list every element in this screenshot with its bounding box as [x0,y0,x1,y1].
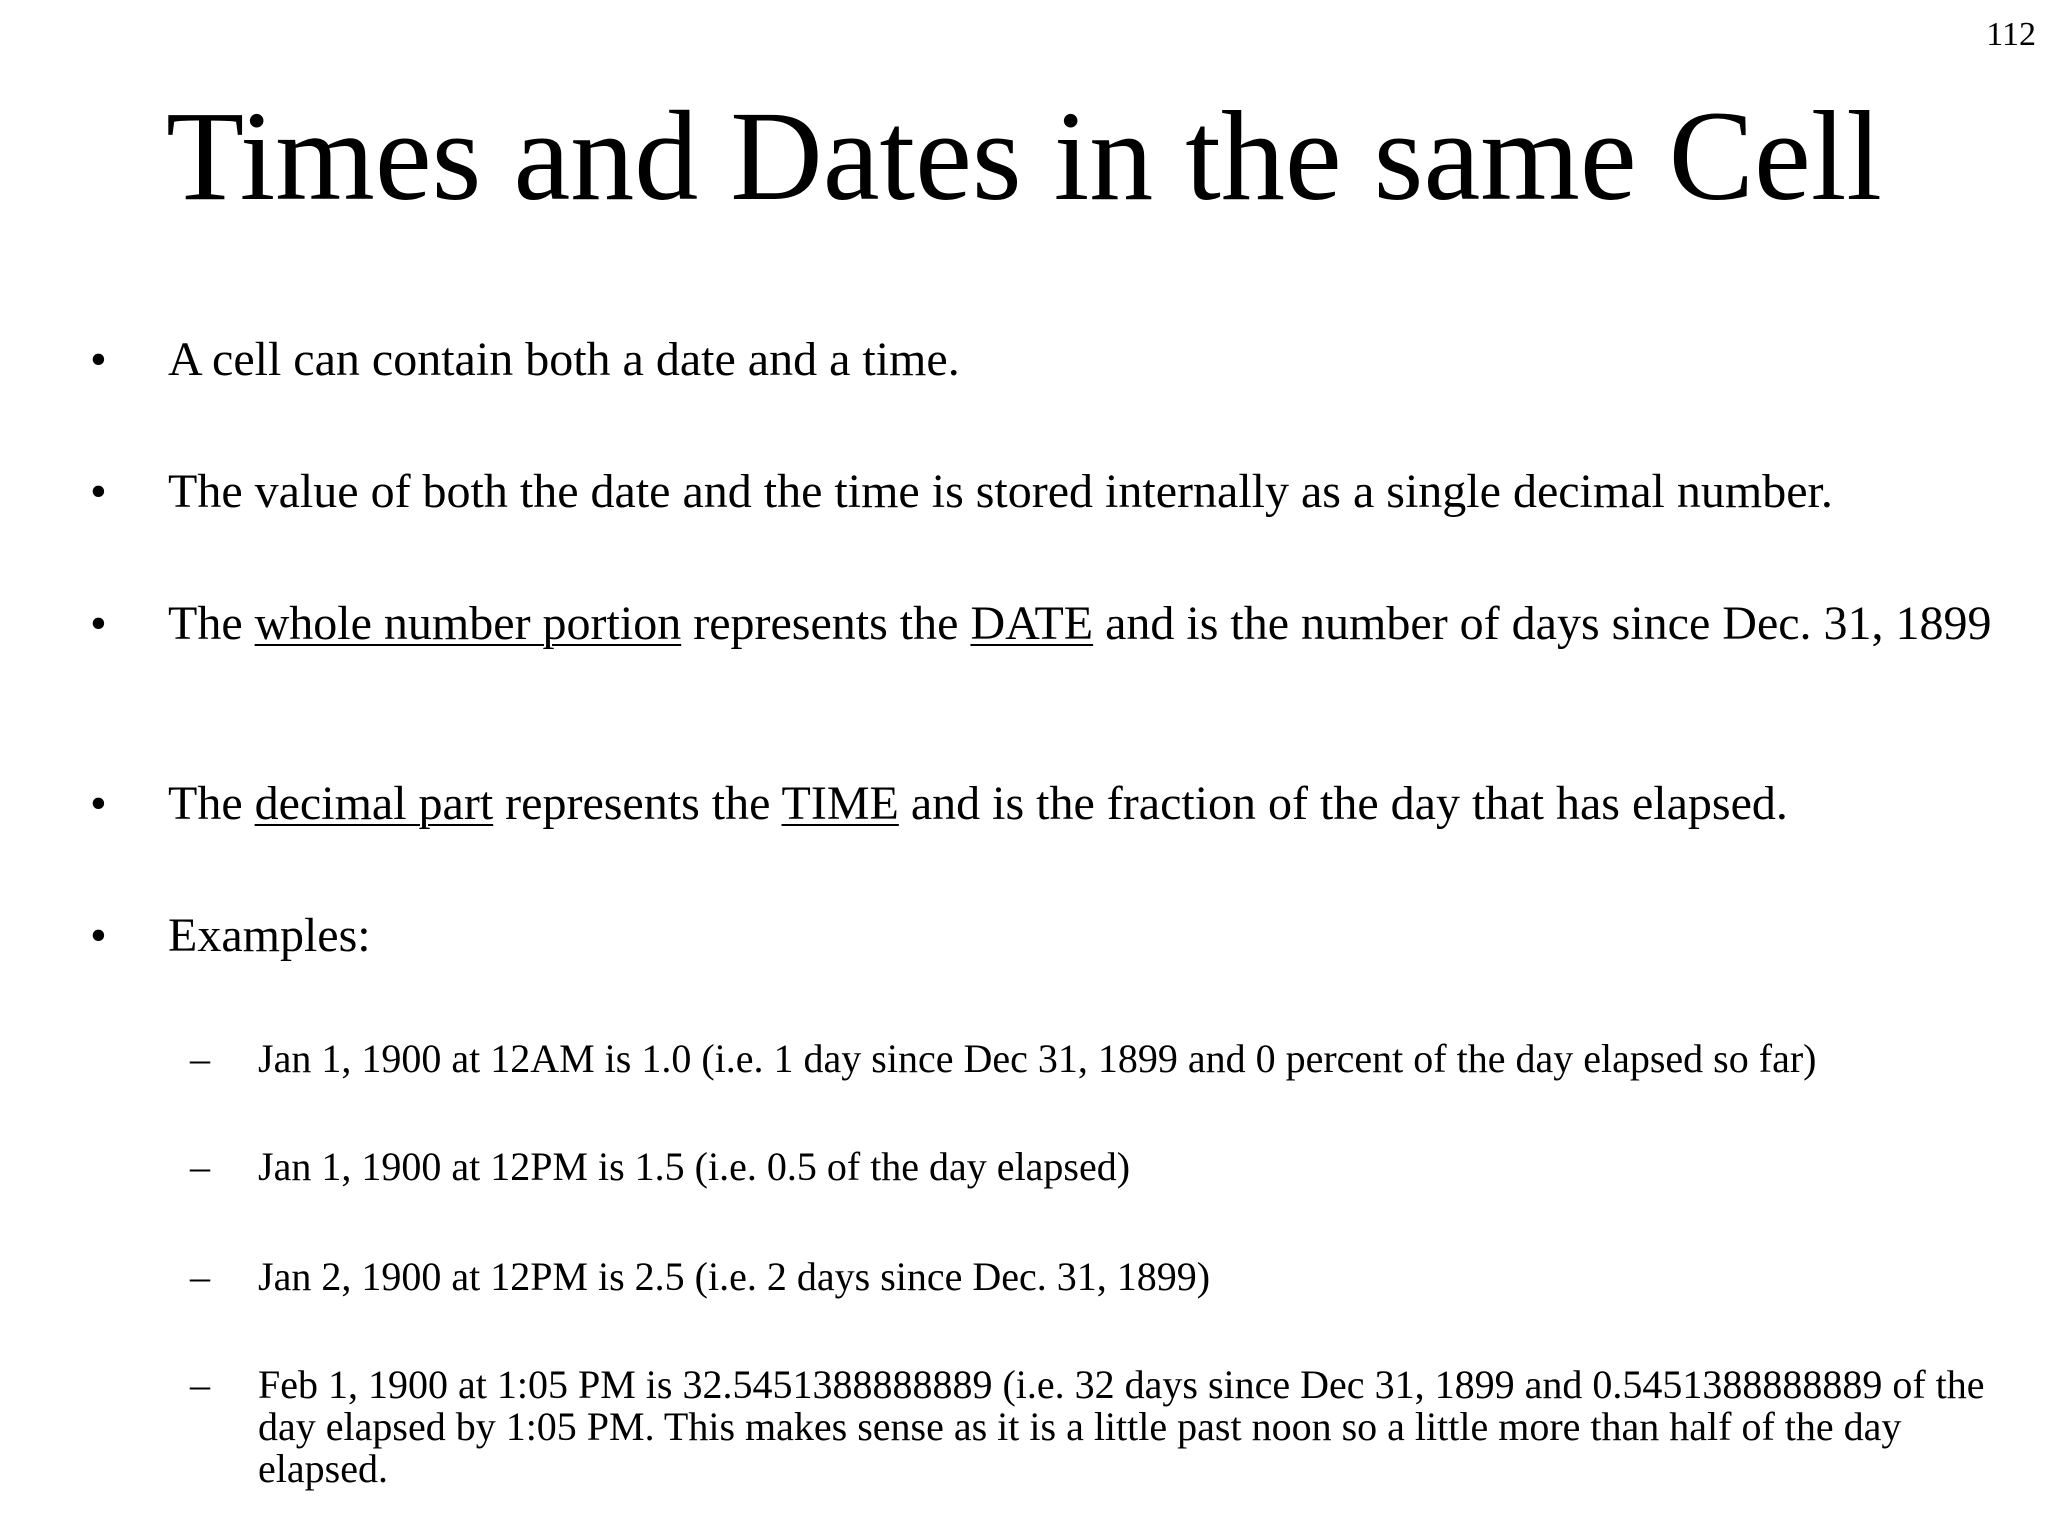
example-text: Feb 1, 1900 at 1:05 PM is 32.5451388888889 (i.e. 32 days since Dec 31, 1899 and 0.5451388888889 of the day elapsed by 1:05 PM. This makes sense as it is a little past noon so a little more than half of the day elapsed. [258,1362,1985,1491]
bullet-text: Examples: [168,909,371,962]
example-item [190,1362,2028,1491]
bullet-marker: • [90,597,107,650]
bullet-text-part: and is the fraction of the day that has elapsed. [898,777,1788,830]
bullet-text: The value of both the date and the time is stored internally as a single decimal number. [168,465,1833,518]
example-item [190,1144,2038,1189]
bullet-item [90,597,2028,650]
bullet-item [90,909,2018,962]
example-text: Jan 1, 1900 at 12AM is 1.0 (i.e. 1 day since Dec 31, 1899 and 0 percent of the day elapsed so far) [258,1036,1817,1081]
example-item [190,1036,2038,1081]
dash-marker: – [190,1254,210,1299]
bullet-item [90,777,2018,830]
bullet-text-part: The [168,597,255,650]
slide-title: Times and Dates in the same Cell [166,85,1882,227]
bullet-text-part: represents the [681,597,971,650]
bullet-text-part: and is the number of days since Dec. 31, 1899 [1093,597,1992,650]
dash-marker: – [190,1144,210,1189]
dash-marker: – [190,1036,210,1081]
bullet-marker: • [90,465,107,518]
bullet-text: A cell can contain both a date and a time. [168,333,960,386]
bullet-marker: • [90,777,107,830]
bullet-item [90,333,2018,386]
underlined-term: whole number portion [254,597,682,650]
underlined-term: decimal part [254,777,494,830]
bullet-marker: • [90,909,107,962]
underlined-term: DATE [970,597,1094,650]
dash-marker: – [190,1362,210,1407]
example-item [190,1254,2038,1299]
page-number: 112 [1986,16,2036,53]
bullet-item [90,465,2018,518]
bullet-marker: • [90,333,107,386]
example-text: Jan 2, 1900 at 12PM is 2.5 (i.e. 2 days since Dec. 31, 1899) [258,1254,1211,1299]
bullet-text-part: The [168,777,255,830]
underlined-term: TIME [781,777,899,830]
example-text: Jan 1, 1900 at 12PM is 1.5 (i.e. 0.5 of the day elapsed) [258,1144,1131,1189]
bullet-text-part: represents the [493,777,782,830]
